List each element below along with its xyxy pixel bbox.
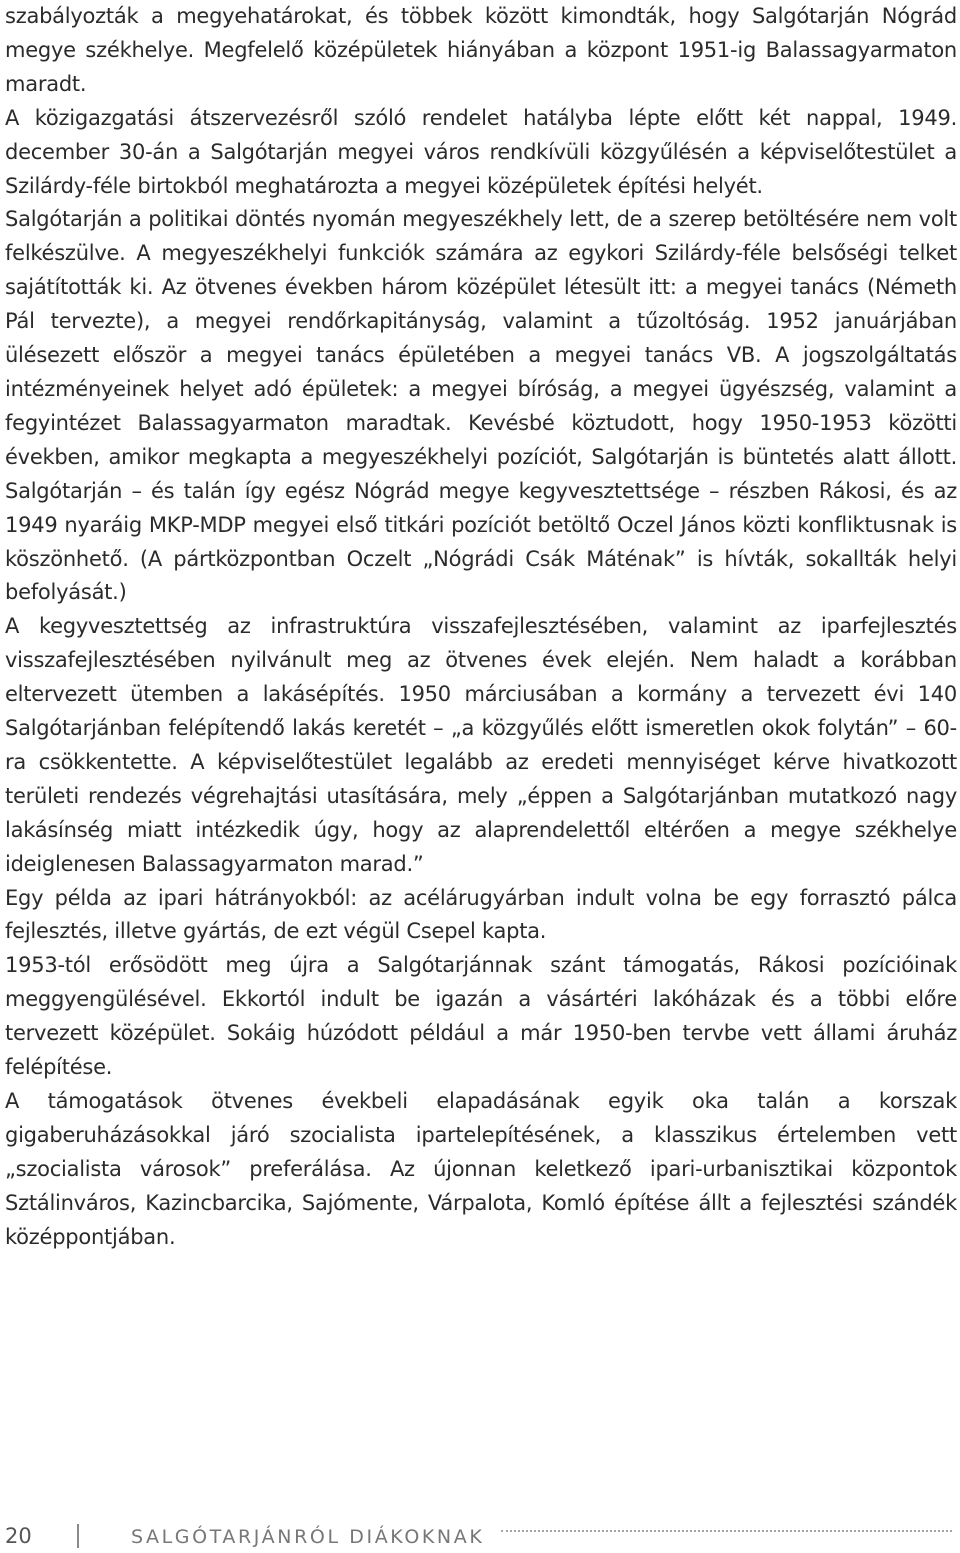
paragraph-2: A közigazgatási átszervezésről szóló rendelet hatályba lépte előtt két nappal, 1949. december 30-án a Salgótarján megyei város rendkívüli közgyűlésén a képviselőtestület a Szilárdy-féle birtokból meghatározta a megyei középületek építési helyét. — [5, 105, 957, 198]
footer-divider — [77, 1524, 79, 1548]
paragraph-3: Salgótarján a politikai döntés nyomán megyeszékhely lett, de a szerep betöltésére nem volt felkészülve. A megyeszékhelyi funkciók számára az egykori Szilárdy-féle belsőségi telket sajátították ki. Az ötvenes években három középület létesült itt: a megyei tanács (Németh Pál tervezte), a megyei rendőrkapitányság, valamint a tűzoltóság. 1952 januárjában ülésezett először a megyei tanács épületében a megyei tanács VB. A jogszolgáltatás intézményeinek helyet adó épületek: a megyei bíróság, a megyei ügyészség, valamint a fegyintézet Balassagyarmaton maradtak. Kevésbé köztudott, hogy 1950-1953 közötti években, amikor megkapta a megyeszékhelyi pozíciót, Salgótarján is büntetés alatt állott. Salgótarján – és talán így egész Nógrád megye kegyvesztettsége – részben Rákosi, és az 1949 nyaráig MKP-MDP megyei első titkári pozíciót betöltő Oczel János közti konfliktusnak is köszönhető. (A pártközpontban Oczelt „Nógrádi Csák Máténak” is hívták, sokallták helyi befolyását.) — [5, 207, 957, 605]
paragraph-6: 1953-tól erősödött meg újra a Salgótarjánnak szánt támogatás, Rákosi pozícióinak meggyengülésével. Ekkortól indult be igazán a vásártéri lakóházak és a többi előre tervezett középület. Sokáig húzódott például a már 1950-ben tervbe vett állami áruház felépítése. — [5, 953, 957, 1080]
paragraph-7: A támogatások ötvenes évekbeli elapadásának egyik oka talán a korszak gigaberuházásokkal járó szocialista ipartelepítésének, a klasszikus értelemben vett „szocialista városok” preferálása. Az újonnan keletkező ipari-urbanisztikai központok Sztálinváros, Kazincbarcika, Sajómente, Várpalota, Komló építése állt a fejlesztési szándék középpontjában. — [5, 1089, 957, 1249]
page-body — [5, 0, 957, 1255]
paragraph-5: Egy példa az ipari hátrányokból: az acélárugyárban indult volna be egy forrasztó pálca fejlesztés, illetve gyártás, de ezt végül Csepel kapta. — [5, 885, 957, 944]
dotted-rule — [501, 1530, 952, 1532]
page-number: 20 — [5, 1524, 32, 1548]
paragraph-4: A kegyvesztettség az infrastruktúra visszafejlesztésében, valamint az iparfejlesztés visszafejlesztésében nyilvánult meg az ötvenes évek elején. Nem haladt a korábban eltervezett ütemben a lakásépítés. 1950 márciusában a kormány a tervezett évi 140 Salgótarjánban felépítendő lakás keretét – „a közgyűlés előtt ismeretlen okok folytán” – 60-ra csökkentette. A képviselőtestület legalább az eredeti mennyiséget kérve hivatkozott területi rendezés végrehajtási utasítására, mely „éppen a Salgótarjánban mutatkozó nagy lakásínség miatt intézkedik úgy, hogy az alaprendelettől eltérően a megye székhelye ideiglenesen Balassagyarmaton marad.” — [5, 614, 957, 876]
paragraph-1: szabályozták a megyehatárokat, és többek között kimondták, hogy Salgótarján Nógrád megye székhelye. Megfelelő középületek hiányában a központ 1951-ig Balassagyarmaton maradt. — [5, 4, 957, 96]
page-footer — [5, 1522, 960, 1552]
running-title: SALGÓTARJÁNRÓL DIÁKOKNAK — [131, 1526, 485, 1548]
